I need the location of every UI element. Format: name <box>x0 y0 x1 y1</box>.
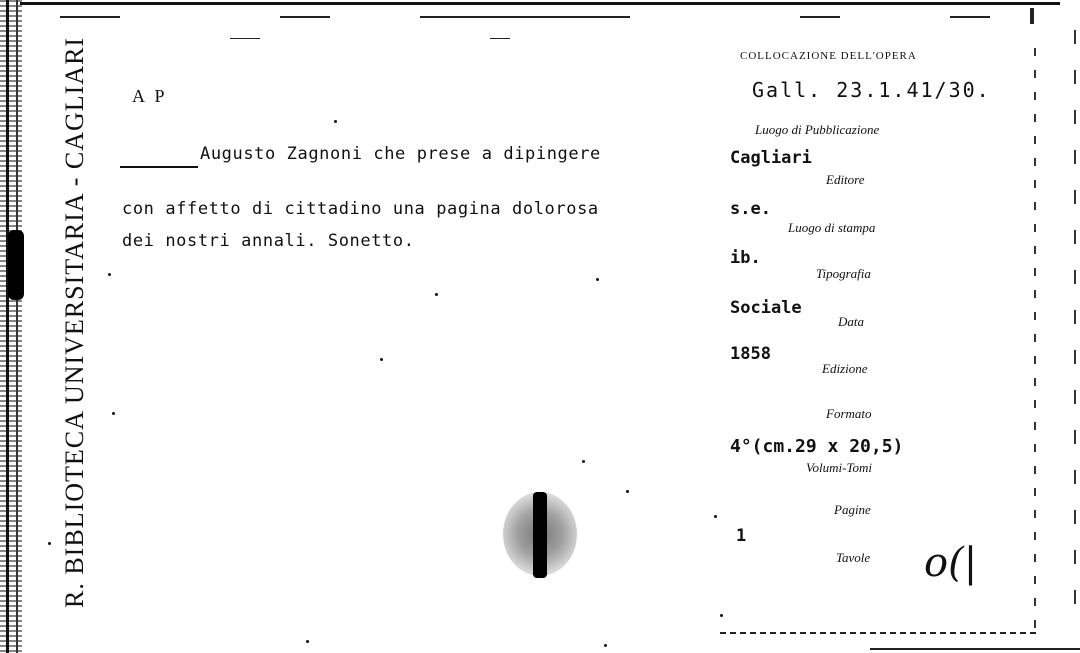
tipografia-value: Sociale <box>730 298 802 318</box>
data-label: Data <box>838 314 864 329</box>
pagine-label: Pagine <box>834 502 871 517</box>
title-line-3: dei nostri annali. Sonetto. <box>122 231 415 251</box>
editore-value: s.e. <box>730 199 771 219</box>
pagine-value: 1 <box>736 526 747 546</box>
scan-edge-left <box>0 0 22 653</box>
scan-edge-line <box>16 0 18 653</box>
shelf-code: A P <box>132 86 168 106</box>
speckle <box>626 490 629 493</box>
scan-edge-line <box>6 0 9 653</box>
speckle <box>112 412 115 415</box>
speckle <box>596 278 599 281</box>
speckle <box>306 640 309 643</box>
title-line-2: con affetto di cittadino una pagina dolorosa <box>122 199 599 219</box>
luogo-stampa-value: ib. <box>730 248 761 268</box>
title-rule <box>120 166 198 168</box>
speckle <box>435 293 438 296</box>
card-top-border <box>20 2 1060 5</box>
data-value: 1858 <box>730 344 771 364</box>
tavole-label: Tavole <box>836 550 871 565</box>
top-tick <box>1030 8 1034 24</box>
speckle <box>720 614 723 617</box>
luogo-pubblicazione-value: Cagliari <box>730 148 812 168</box>
speckle <box>334 120 337 123</box>
ink-stamp-bar <box>533 492 547 578</box>
edizione-label: Edizione <box>822 361 868 376</box>
formato-value: 4°(cm.29 x 20,5) <box>730 436 904 457</box>
ink-blot <box>8 230 24 300</box>
top-dash <box>420 16 630 18</box>
card-bottom-border <box>720 632 1040 634</box>
collocazione-value: Gall. 23.1.41/30. <box>752 78 991 102</box>
formato-label: Formato <box>826 406 872 421</box>
top-dash <box>280 16 330 18</box>
luogo-pubblicazione-label: Luogo di Pubblicazione <box>755 122 880 137</box>
speckle <box>582 460 585 463</box>
title-line-1: Augusto Zagnoni che prese a dipingere <box>200 144 601 164</box>
top-dash <box>230 38 260 39</box>
speckle <box>108 273 111 276</box>
top-dash <box>800 16 840 18</box>
handwritten-note: o(| <box>924 540 978 586</box>
scan-edge-right <box>1074 30 1076 630</box>
top-dash <box>950 16 990 18</box>
speckle <box>48 542 51 545</box>
luogo-stampa-label: Luogo di stampa <box>788 220 876 235</box>
scan-edge-bottom <box>870 648 1080 650</box>
speckle <box>714 515 717 518</box>
volumi-tomi-label: Volumi-Tomi <box>806 460 872 475</box>
editore-label: Editore <box>826 172 865 187</box>
speckle <box>380 358 383 361</box>
speckle <box>604 644 607 647</box>
collocazione-label: COLLOCAZIONE DELL'OPERA <box>740 50 917 62</box>
tipografia-label: Tipografia <box>816 266 871 281</box>
card-right-border <box>1034 48 1036 628</box>
library-stamp: R. BIBLIOTECA UNIVERSITARIA - CAGLIARI <box>60 36 89 608</box>
top-dash <box>60 16 120 18</box>
top-dash <box>490 38 510 39</box>
